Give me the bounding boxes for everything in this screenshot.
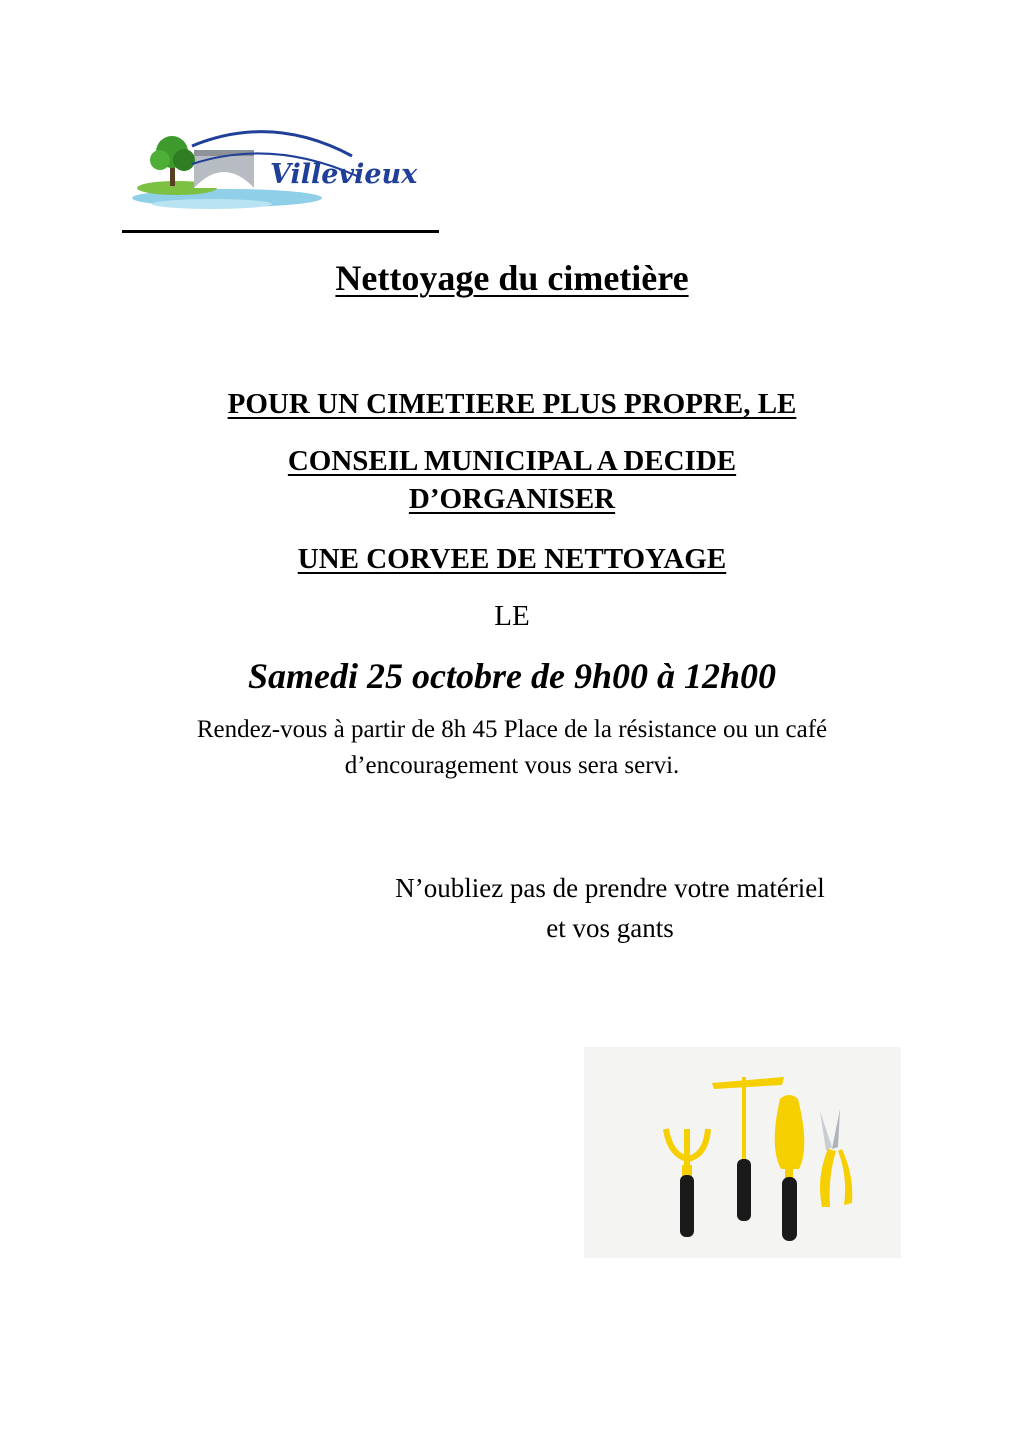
page-title: Nettoyage du cimetière — [335, 258, 689, 298]
reminder-text — [340, 868, 880, 948]
event-date: Samedi 25 octobre de 9h00 à 12h00 — [248, 656, 776, 696]
rendezvous-text — [0, 712, 1024, 784]
rendezvous-line-2: d’encouragement vous sera servi. — [344, 752, 680, 779]
garden-tools-photo — [584, 1047, 901, 1258]
announcement-line-2: CONSEIL MUNICIPAL A DECIDE — [287, 445, 737, 477]
announcement-line-1: POUR UN CIMETIERE PLUS PROPRE, LE — [227, 388, 797, 420]
le-label: LE — [494, 600, 530, 632]
logo-text: Villevieux — [270, 159, 418, 190]
announcement-line-3: D’ORGANISER — [408, 483, 616, 515]
reminder-line-1: N’oubliez pas de prendre votre matériel — [395, 873, 825, 903]
villevieux-logo — [122, 118, 438, 220]
reminder-line-2: et vos gants — [546, 913, 674, 943]
rendezvous-line-1: Rendez-vous à partir de 8h 45 Place de la résistance ou un café — [196, 716, 828, 743]
header-rule — [122, 230, 439, 233]
announcement-line-4: UNE CORVEE DE NETTOYAGE — [297, 543, 727, 575]
